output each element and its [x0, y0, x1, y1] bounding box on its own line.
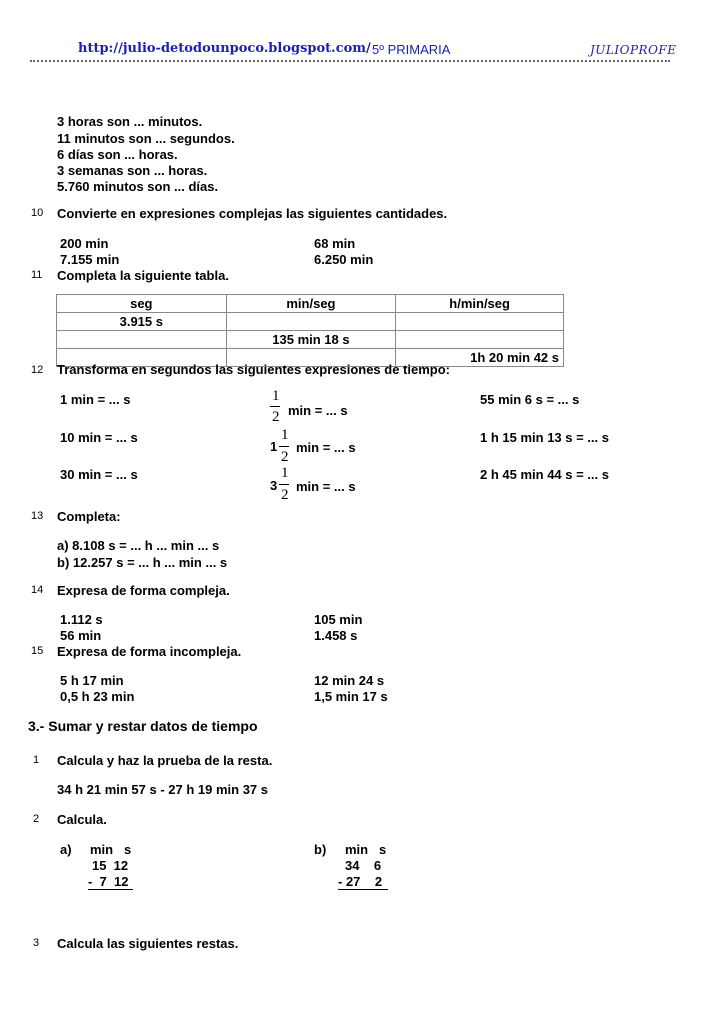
table-cell[interactable] — [226, 313, 396, 331]
fraction-numerator: 1 — [281, 465, 289, 481]
subitem-label: b) — [314, 842, 327, 857]
exercise-number: 14 — [31, 584, 44, 596]
header-grade: 5º PRIMARIA — [372, 42, 451, 57]
exercise-title: Convierte en expresiones complejas las siguientes cantidades. — [57, 206, 448, 221]
fraction-denominator: 2 — [281, 487, 289, 503]
exercise-title: Completa la siguiente tabla. — [57, 268, 229, 283]
list-item: 200 min — [60, 236, 109, 251]
exercise-title: Expresa de forma incompleja. — [57, 644, 242, 659]
list-item: 2 h 45 min 44 s = ... s — [480, 467, 609, 482]
list-item: 0,5 h 23 min — [60, 689, 135, 704]
list-item: 55 min 6 s = ... s — [480, 392, 580, 407]
list-item: 6.250 min — [314, 252, 374, 267]
list-item: 1 min = ... s — [60, 392, 131, 407]
table-cell: 1h 20 min 42 s — [396, 349, 564, 367]
list-item: 34 h 21 min 57 s - 27 h 19 min 37 s — [57, 782, 268, 797]
exercise-title: Calcula las siguientes restas. — [57, 936, 239, 951]
operand: 34 6 — [345, 858, 382, 873]
exercise-title: Expresa de forma compleja. — [57, 583, 230, 598]
exercise-title: Calcula. — [57, 812, 107, 827]
table-cell[interactable] — [396, 331, 564, 349]
list-item: 7.155 min — [60, 252, 120, 267]
mixed-whole: 3 — [270, 478, 278, 493]
fraction-bar — [279, 484, 289, 485]
list-item: 1,5 min 17 s — [314, 689, 388, 704]
list-item: 11 minutos son ... segundos. — [57, 131, 235, 146]
header-author: JULIOPROFE — [590, 43, 677, 57]
list-item: 3 horas son ... minutos. — [57, 114, 203, 129]
table-cell: 3.915 s — [57, 313, 227, 331]
exercise-number: 11 — [31, 269, 43, 281]
exercise-number: 1 — [33, 754, 40, 766]
list-item: 6 días son ... horas. — [57, 147, 178, 162]
table-row — [57, 331, 564, 349]
table-header-cell: seg — [57, 295, 227, 313]
list-item: 1.112 s — [60, 612, 103, 627]
exercise-title: Calcula y haz la prueba de la resta. — [57, 753, 273, 768]
list-item: 5 h 17 min — [60, 673, 124, 688]
column-header: min s — [90, 842, 132, 857]
column-header: min s — [345, 842, 387, 857]
list-item: min = ... s — [296, 440, 356, 455]
table-cell: 135 min 18 s — [226, 331, 396, 349]
exercise-title: Completa: — [57, 509, 121, 524]
exercise-number: 13 — [31, 510, 44, 522]
list-item: a) 8.108 s = ... h ... min ... s — [57, 538, 220, 553]
operand: - 7 12 — [88, 874, 129, 889]
list-item: 30 min = ... s — [60, 467, 138, 482]
subitem-label: a) — [60, 842, 72, 857]
list-item: 10 min = ... s — [60, 430, 138, 445]
list-item: 5.760 minutos son ... días. — [57, 179, 219, 194]
list-item: 68 min — [314, 236, 356, 251]
table-cell[interactable] — [57, 331, 227, 349]
table-cell[interactable] — [396, 313, 564, 331]
table-row — [57, 313, 564, 331]
subtraction-line — [88, 889, 133, 890]
time-table — [56, 294, 564, 367]
header-divider — [30, 60, 670, 62]
fraction-numerator: 1 — [281, 427, 289, 443]
fraction-bar — [270, 406, 280, 407]
table-header-cell: min/seg — [226, 295, 396, 313]
table-header-cell: h/min/seg — [396, 295, 564, 313]
list-item: min = ... s — [296, 479, 356, 494]
table-header-row — [57, 295, 564, 313]
fraction-numerator: 1 — [272, 388, 280, 404]
list-item: b) 12.257 s = ... h ... min ... s — [57, 555, 228, 570]
list-item: 1.458 s — [314, 628, 358, 643]
operand: - 27 2 — [338, 874, 383, 889]
list-item: 105 min — [314, 612, 363, 627]
mixed-whole: 1 — [270, 439, 278, 454]
exercise-number: 15 — [31, 645, 44, 657]
exercise-number: 2 — [33, 813, 40, 825]
operand: 15 12 — [92, 858, 129, 873]
section-title: 3.- Sumar y restar datos de tiempo — [28, 718, 258, 734]
exercise-number: 3 — [33, 937, 40, 949]
list-item: 1 h 15 min 13 s = ... s — [480, 430, 609, 445]
exercise-number: 12 — [31, 364, 44, 376]
list-item: 12 min 24 s — [314, 673, 385, 688]
fraction-denominator: 2 — [281, 449, 289, 465]
header-url[interactable]: http://julio-detodounpoco.blogspot.com/ — [78, 41, 371, 56]
fraction-bar — [279, 446, 289, 447]
fraction-denominator: 2 — [272, 409, 280, 425]
list-item: 3 semanas son ... horas. — [57, 163, 208, 178]
exercise-number: 10 — [31, 207, 44, 219]
list-item: min = ... s — [288, 403, 348, 418]
subtraction-line — [338, 889, 388, 890]
list-item: 56 min — [60, 628, 102, 643]
exercise-title: Transforma en segundos las siguientes expresiones de tiempo: — [57, 362, 451, 377]
